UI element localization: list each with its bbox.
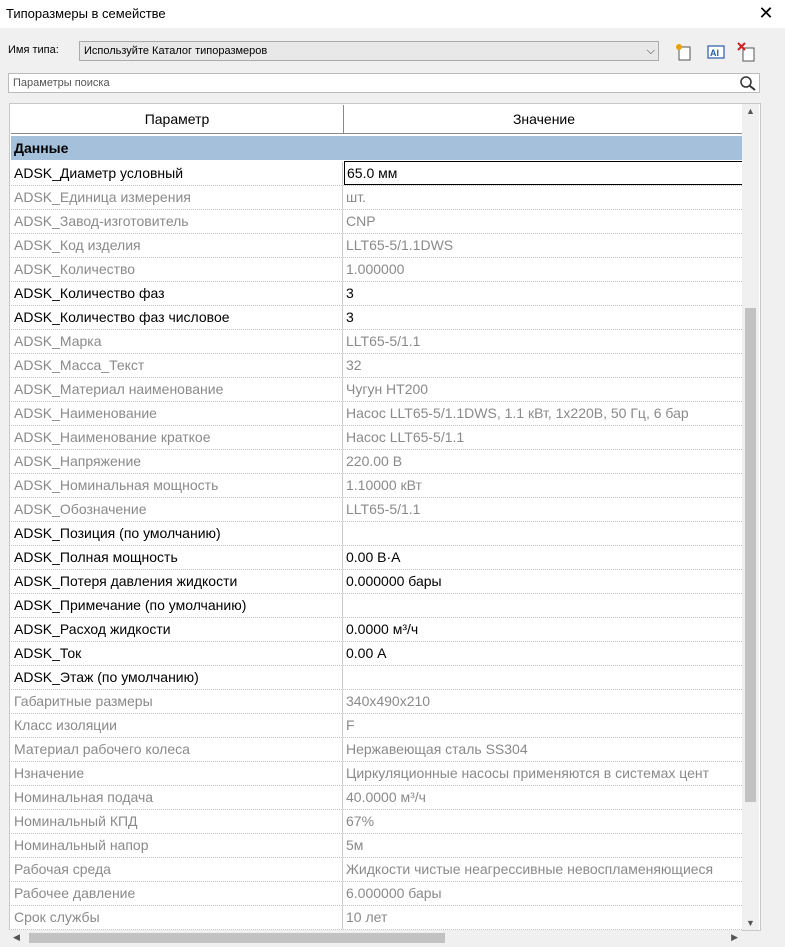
search-input[interactable] <box>8 73 760 93</box>
delete-type-button[interactable] <box>736 41 758 63</box>
search-icon[interactable] <box>739 75 757 91</box>
parameter-value: 5м <box>346 837 364 853</box>
table-row[interactable] <box>11 594 744 618</box>
table-row[interactable] <box>11 858 744 882</box>
parameter-value: Насос LLT65-5/1.1DWS, 1.1 кВт, 1х220В, 50 Гц, 6 бар <box>346 405 689 421</box>
parameter-name: ADSK_Напряжение <box>11 450 343 473</box>
parameter-name: Номинальный КПД <box>11 810 343 833</box>
parameter-name: ADSK_Количество <box>11 258 343 281</box>
parameter-name: ADSK_Этаж (по умолчанию) <box>11 666 343 689</box>
parameter-value: Нержавеющая сталь SS304 <box>346 741 528 757</box>
parameter-name: ADSK_Примечание (по умолчанию) <box>11 594 343 617</box>
table-row[interactable] <box>11 426 744 450</box>
group-header-data[interactable]: Данные <box>11 136 744 160</box>
parameter-name: ADSK_Единица измерения <box>11 186 343 209</box>
parameter-name: ADSK_Марка <box>11 330 343 353</box>
parameter-name: ADSK_Количество фаз <box>11 282 343 305</box>
parameter-value: 1.000000 <box>346 261 405 277</box>
parameter-name: ADSK_Позиция (по умолчанию) <box>11 522 343 545</box>
column-header-parameter[interactable]: Параметр <box>11 105 344 133</box>
parameter-value: CNP <box>346 213 376 229</box>
parameter-value[interactable]: 65.0 мм <box>344 161 744 185</box>
parameter-name: ADSK_Материал наименование <box>11 378 343 401</box>
table-row[interactable] <box>11 570 744 594</box>
parameter-value: Насос LLT65-5/1.1 <box>346 429 465 445</box>
parameter-name: ADSK_Масса_Текст <box>11 354 343 377</box>
table-rows <box>11 162 744 930</box>
parameter-value: 6.000000 бары <box>346 885 442 901</box>
parameter-name: ADSK_Ток <box>11 642 343 665</box>
type-name-value: Используйте Каталог типоразмеров <box>84 45 268 57</box>
parameter-value: Чугун HT200 <box>346 381 429 397</box>
parameter-value: 67% <box>346 813 375 829</box>
table-row[interactable] <box>11 210 744 234</box>
table-row[interactable] <box>11 234 744 258</box>
parameter-value: LLT65-5/1.1DWS <box>346 237 454 253</box>
parameter-value: шт. <box>346 189 366 205</box>
scroll-down-icon[interactable]: ▼ <box>746 918 755 928</box>
rename-type-button[interactable] <box>705 41 727 63</box>
parameter-name: ADSK_Полная мощность <box>11 546 343 569</box>
rename-type-icon <box>705 41 727 63</box>
table-row[interactable] <box>11 834 744 858</box>
parameter-value[interactable] <box>344 666 744 689</box>
parameter-value[interactable]: 0.00 В·А <box>346 549 401 565</box>
parameter-name: Номинальная подача <box>11 786 343 809</box>
new-type-button[interactable] <box>673 41 695 63</box>
parameter-value: 32 <box>346 357 362 373</box>
type-name-label: Имя типа: <box>8 44 59 56</box>
properties-table <box>9 103 761 931</box>
vertical-scroll-thumb[interactable] <box>745 308 756 802</box>
new-type-icon <box>673 41 695 63</box>
table-row[interactable] <box>11 474 744 498</box>
parameter-name: Класс изоляции <box>11 714 343 737</box>
parameter-value[interactable]: 3 <box>346 285 354 301</box>
parameter-value: 220.00 В <box>346 453 403 469</box>
table-row[interactable] <box>11 690 744 714</box>
title-bar <box>0 0 785 28</box>
parameter-name: ADSK_Код изделия <box>11 234 343 257</box>
table-row[interactable] <box>11 330 744 354</box>
parameter-value: 40.0000 м³/ч <box>346 789 426 805</box>
parameter-value: LLT65-5/1.1 <box>346 501 421 517</box>
parameter-value: LLT65-5/1.1 <box>346 333 421 349</box>
table-row[interactable] <box>11 714 744 738</box>
parameter-value[interactable] <box>344 594 744 617</box>
parameter-value[interactable]: 0.00 А <box>346 645 387 661</box>
parameter-name: ADSK_Количество фаз числовое <box>11 306 343 329</box>
parameter-value[interactable] <box>344 522 744 545</box>
parameter-name: ADSK_Расход жидкости <box>11 618 343 641</box>
scroll-left-icon[interactable]: ◀ <box>13 932 20 942</box>
parameter-name: Материал рабочего колеса <box>11 738 343 761</box>
table-row[interactable] <box>11 258 744 282</box>
parameter-value: Жидкости чистые неагрессивные невоспламеняющиеся <box>346 861 714 877</box>
parameter-value: Циркуляционные насосы применяются в системах цент <box>346 765 710 781</box>
column-header-value[interactable]: Значение <box>512 111 576 127</box>
table-row[interactable] <box>11 618 744 642</box>
table-row[interactable] <box>11 738 744 762</box>
table-row[interactable] <box>11 882 744 906</box>
table-row[interactable] <box>11 354 744 378</box>
parameter-name: Рабочая среда <box>11 858 343 881</box>
parameter-value[interactable]: 3 <box>346 309 354 325</box>
close-icon[interactable]: ✕ <box>758 3 774 23</box>
window-title: Типоразмеры в семействе <box>6 6 166 21</box>
parameter-name: Нзначение <box>11 762 343 785</box>
table-row[interactable] <box>11 162 744 186</box>
table-row[interactable] <box>11 402 744 426</box>
table-row[interactable] <box>11 378 744 402</box>
parameter-name: ADSK_Потеря давления жидкости <box>11 570 343 593</box>
table-row[interactable] <box>11 810 744 834</box>
table-row[interactable] <box>11 762 744 786</box>
table-row[interactable] <box>11 522 744 546</box>
parameter-name: Срок службы <box>11 906 343 929</box>
scroll-right-icon[interactable]: ▶ <box>731 932 738 942</box>
parameter-value: 10 лет <box>346 909 388 925</box>
parameter-name: ADSK_Обозначение <box>11 498 343 521</box>
table-header <box>11 105 744 134</box>
table-row[interactable] <box>11 642 744 666</box>
parameter-name: ADSK_Диаметр условный <box>11 162 343 185</box>
vertical-scrollbar[interactable] <box>742 104 759 930</box>
horizontal-scroll-thumb[interactable] <box>29 933 445 943</box>
parameter-name: Номинальный напор <box>11 834 343 857</box>
table-row[interactable] <box>11 306 744 330</box>
horizontal-scrollbar[interactable] <box>9 930 742 946</box>
table-row[interactable] <box>11 498 744 522</box>
table-row[interactable] <box>11 546 744 570</box>
parameter-value[interactable]: 0.000000 бары <box>346 573 442 589</box>
parameter-name: Рабочее давление <box>11 882 343 905</box>
parameter-value: 1.10000 кВт <box>346 477 422 493</box>
parameter-value: F <box>346 717 355 733</box>
chevron-down-icon: ⌵ <box>646 45 655 57</box>
svg-text:AI: AI <box>710 48 719 58</box>
parameter-value: 340х490х210 <box>346 693 431 709</box>
parameter-name: ADSK_Завод-изготовитель <box>11 210 343 233</box>
parameter-value[interactable]: 0.0000 м³/ч <box>346 621 419 637</box>
type-name-dropdown[interactable] <box>79 41 659 61</box>
table-row[interactable] <box>11 666 744 690</box>
parameter-name: ADSK_Наименование <box>11 402 343 425</box>
scroll-up-icon[interactable]: ▲ <box>746 106 755 116</box>
table-row[interactable] <box>11 786 744 810</box>
table-row[interactable] <box>11 450 744 474</box>
parameter-name: Габаритные размеры <box>11 690 343 713</box>
table-row[interactable] <box>11 186 744 210</box>
parameter-name: ADSK_Номинальная мощность <box>11 474 343 497</box>
table-row[interactable] <box>11 282 744 306</box>
table-row[interactable] <box>11 906 744 930</box>
parameter-name: ADSK_Наименование краткое <box>11 426 343 449</box>
delete-type-icon <box>736 41 758 63</box>
search-placeholder: Параметры поиска <box>13 77 110 89</box>
